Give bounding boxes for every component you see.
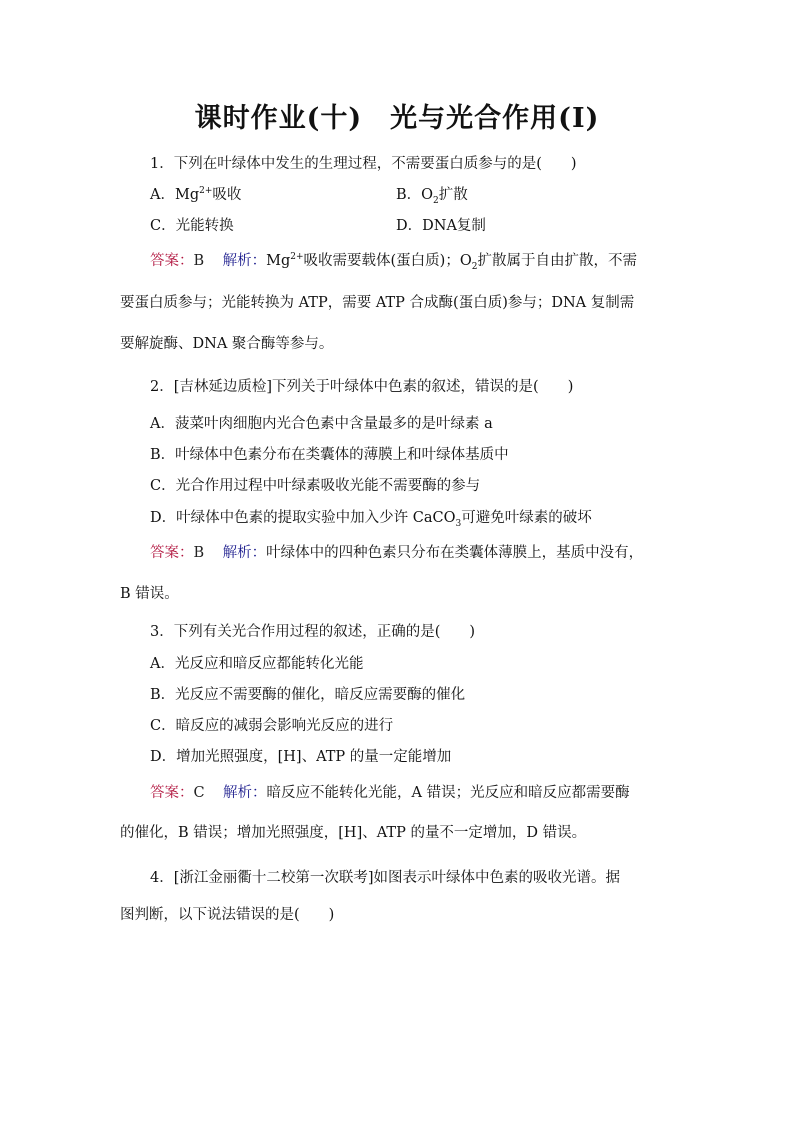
q2-option-d-sub: 3 xyxy=(455,518,462,529)
q1-explanation-label: 解析： xyxy=(222,253,267,269)
q1-exp-sub: 2 xyxy=(471,261,478,272)
q1-option-b-post: 扩散 xyxy=(438,187,468,203)
q1-option-a xyxy=(150,185,241,205)
q1-answer-key: B xyxy=(193,253,205,269)
q2-answer-line xyxy=(150,543,643,563)
q1-exp-part-a: Mg xyxy=(266,253,291,269)
q3-answer-label: 答案： xyxy=(150,785,194,801)
q2-option-d-post: 可避免叶绿素的破坏 xyxy=(461,510,592,526)
page-title: 课时作业(十) 光与光合作用(Ⅰ) xyxy=(194,103,600,134)
q1-option-d: D．DNA复制 xyxy=(396,218,486,234)
q3-option-c: C．暗反应的减弱会影响光反应的进行 xyxy=(150,718,394,734)
question-4-stem-line-1: 4．[浙江金丽衢十二校第一次联考]如图表示叶绿体中色素的吸收光谱。据 xyxy=(150,870,621,886)
q2-answer-label: 答案： xyxy=(150,545,194,561)
q1-answer-line xyxy=(150,251,637,271)
q2-explanation-line-2: B 错误。 xyxy=(120,586,179,602)
q1-option-a-sup: 2+ xyxy=(199,186,213,197)
q1-exp-part-c: 扩散属于自由扩散，不需 xyxy=(477,253,637,269)
q2-option-b: B．叶绿体中色素分布在类囊体的薄膜上和叶绿体基质中 xyxy=(150,447,509,463)
q2-explanation-label: 解析： xyxy=(222,545,267,561)
q1-option-c: C．光能转换 xyxy=(150,218,234,234)
q3-option-b: B．光反应不需要酶的催化，暗反应需要酶的催化 xyxy=(150,687,466,703)
q3-explanation-line-2: 的催化，B 错误；增加光照强度，[H]、ATP 的量不一定增加，D 错误。 xyxy=(120,825,587,841)
q2-option-c: C．光合作用过程中叶绿素吸收光能不需要酶的参与 xyxy=(150,478,481,494)
q2-answer-key: B xyxy=(193,545,205,561)
q1-option-a-pre: A．Mg xyxy=(150,187,200,203)
q2-option-d xyxy=(150,508,592,528)
q3-option-d: D．增加光照强度，[H]、ATP 的量一定能增加 xyxy=(150,749,452,765)
q1-answer-label: 答案： xyxy=(150,253,194,269)
q3-option-a: A．光反应和暗反应都能转化光能 xyxy=(150,656,364,672)
q1-explanation-line-2: 要蛋白质参与；光能转换为 ATP，需要 ATP 合成酶(蛋白质)参与；DNA 复制需 xyxy=(120,295,635,311)
q1-exp-part-b: 吸收需要载体(蛋白质)；O xyxy=(303,253,472,269)
q1-exp-sup: 2+ xyxy=(290,252,304,263)
q3-answer-line xyxy=(150,783,630,803)
question-3-stem: 3．下列有关光合作用过程的叙述，正确的是( ) xyxy=(150,624,476,640)
q3-answer-key: C xyxy=(193,785,205,801)
q1-option-b-sub: 2 xyxy=(433,195,439,206)
q1-option-b xyxy=(396,185,468,205)
q1-explanation-line-3: 要解旋酶、DNA 聚合酶等参与。 xyxy=(120,336,334,352)
q3-explanation-label: 解析： xyxy=(223,785,267,801)
q2-option-d-pre: D．叶绿体中色素的提取实验中加入少许 CaCO xyxy=(150,510,456,526)
q1-option-b-pre: B．O xyxy=(396,187,434,203)
q2-option-a: A．菠菜叶肉细胞内光合色素中含量最多的是叶绿素 a xyxy=(150,416,493,432)
question-2-stem: 2．[吉林延边质检]下列关于叶绿体中色素的叙述，错误的是( ) xyxy=(150,379,574,395)
q1-option-a-post: 吸收 xyxy=(212,187,242,203)
question-4-stem-line-2: 图判断，以下说法错误的是( ) xyxy=(120,907,335,923)
question-1-stem: 1．下列在叶绿体中发生的生理过程，不需要蛋白质参与的是( ) xyxy=(150,156,577,172)
q3-exp-part: 暗反应不能转化光能，A 错误；光反应和暗反应都需要酶 xyxy=(266,785,630,801)
q2-exp-part: 叶绿体中的四种色素只分布在类囊体薄膜上，基质中没有， xyxy=(266,545,644,561)
